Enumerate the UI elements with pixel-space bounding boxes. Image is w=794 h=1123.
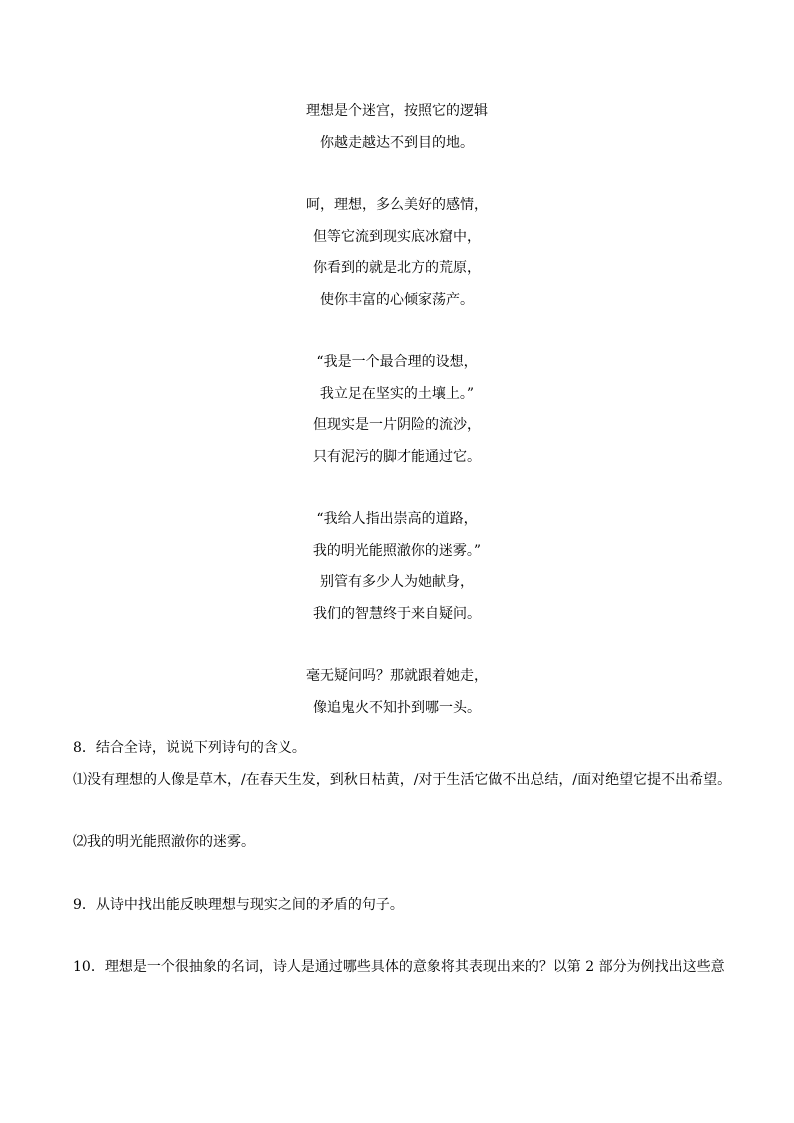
- answer-space: [73, 859, 733, 890]
- poem-line: 你看到的就是北方的荒原，: [313, 260, 481, 276]
- poem-line: 我立足在坚实的土壤上。”: [319, 385, 475, 402]
- poem-stanza-2: [0, 190, 794, 316]
- poem-line: 毫无疑问吗？那就跟着她走，: [306, 668, 488, 684]
- poem-line: 理想是个迷宫，按照它的逻辑: [306, 103, 488, 119]
- answer-space: [73, 796, 733, 827]
- poem-line: 我们的智慧终于来自疑问。: [313, 605, 481, 622]
- poem-line: 但等它流到现实底冰窟中，: [313, 228, 481, 245]
- answer-space: [73, 921, 733, 952]
- poem-stanza-4: [0, 504, 794, 630]
- poem-stanza-5: [0, 661, 794, 724]
- poem: [0, 96, 794, 755]
- question-10-title: 10．理想是一个很抽象的名词，诗人是通过哪些具体的意象将其表现出来的？以第 2 部分为例找出这些意: [73, 959, 725, 975]
- poem-line: 别管有多少人为她献身，: [320, 574, 474, 590]
- question-8-item-1: ⑴没有理想的人像是草木，/在春天生发，到秋日枯黄，/对于生活它做不出总结，/面对绝望它提不出希望。: [73, 771, 732, 788]
- poem-line: 你越走越达不到目的地。: [320, 134, 474, 151]
- poem-line: 只有泥污的脚才能通过它。: [313, 448, 481, 465]
- poem-line: 呵，理想，多么美好的感情，: [306, 197, 488, 213]
- poem-line: 像追鬼火不知扑到哪一头。: [313, 699, 481, 716]
- question-8-item-2: ⑵我的明光能照澈你的迷雾。: [73, 834, 255, 850]
- question-9-title: 9．从诗中找出能反映理想与现实之间的矛盾的句子。: [73, 896, 404, 913]
- poem-stanza-3: [0, 347, 794, 473]
- poem-stanza-1: [0, 96, 794, 159]
- poem-line: 使你丰富的心倾家荡产。: [320, 291, 474, 308]
- poem-line: “我是一个最合理的设想，: [316, 354, 478, 370]
- poem-line: 我的明光能照澈你的迷雾。”: [312, 542, 482, 559]
- poem-line: “我给人指出崇高的道路，: [316, 511, 478, 527]
- questions-section: [73, 733, 733, 984]
- question-8-title: 8．结合全诗，说说下列诗句的含义。: [73, 740, 306, 756]
- poem-line: 但现实是一片阴险的流沙，: [313, 417, 481, 433]
